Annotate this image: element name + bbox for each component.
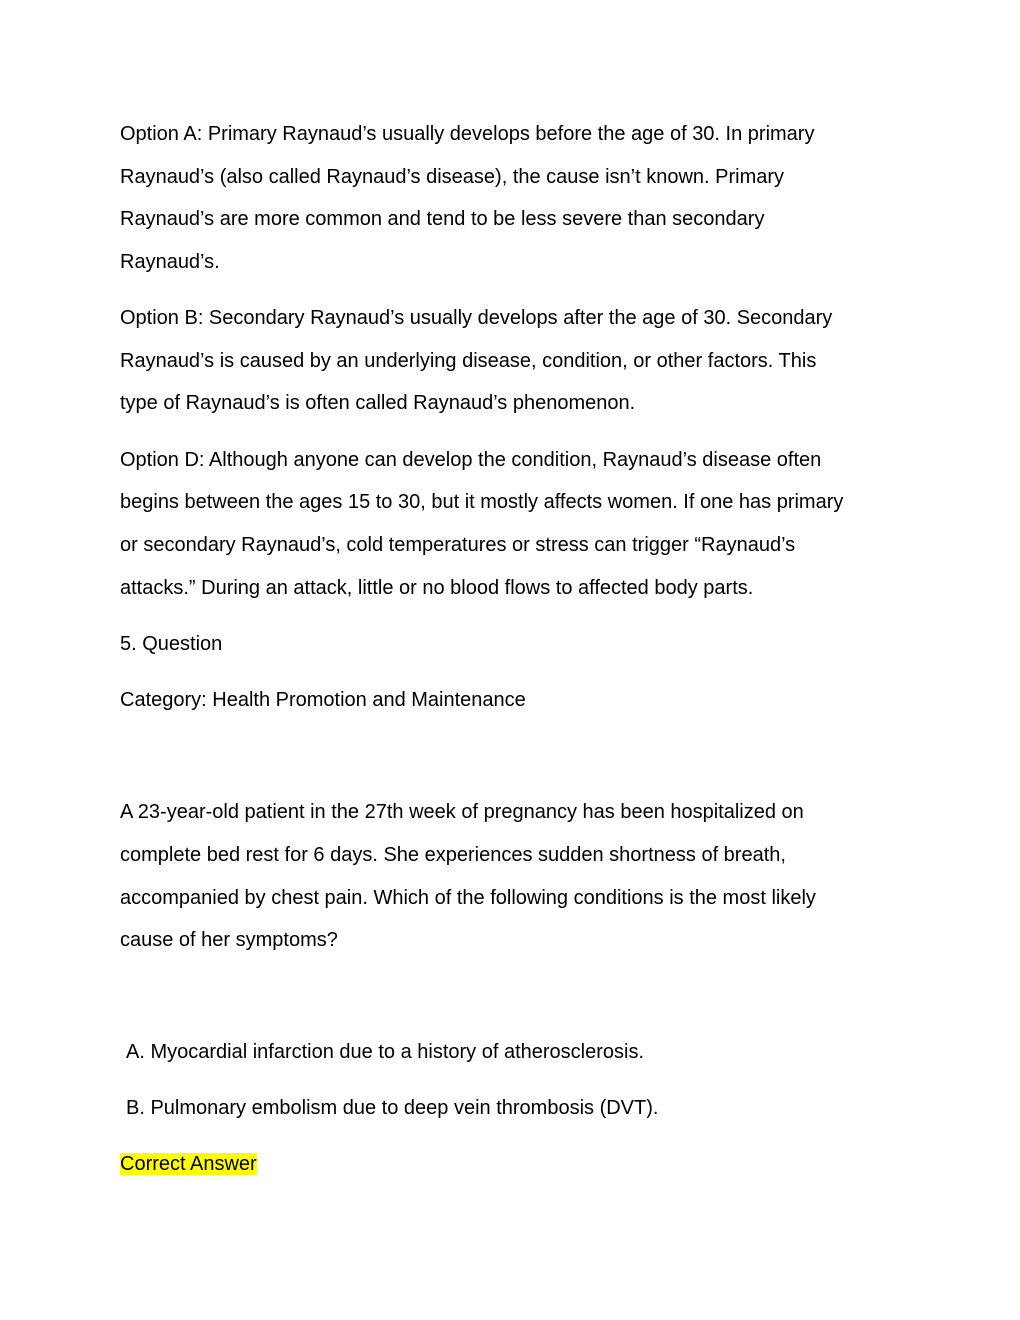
question-heading: 5. Question — [120, 633, 223, 655]
correct-answer-label — [120, 1151, 257, 1177]
question-text-line-4: cause of her symptoms? — [120, 929, 338, 951]
option-d-line-3: or secondary Raynaud’s, cold temperatures or stress can trigger “Raynaud’s — [120, 534, 796, 556]
option-d-line-4: attacks.” During an attack, little or no blood flows to affected body parts. — [120, 577, 754, 599]
option-b-line-1: Option B: Secondary Raynaud’s usually develops after the age of 30. Secondary — [120, 307, 833, 329]
correct-answer-highlight: Correct Answer — [120, 1153, 257, 1175]
option-a-line-1: Option A: Primary Raynaud’s usually develops before the age of 30. In primary — [120, 123, 815, 145]
option-a-line-2: Raynaud’s (also called Raynaud’s disease), the cause isn’t known. Primary — [120, 166, 785, 188]
option-d-line-2: begins between the ages 15 to 30, but it mostly affects women. If one has primary — [120, 491, 844, 513]
question-text-line-1: A 23-year-old patient in the 27th week of pregnancy has been hospitalized on — [120, 801, 804, 823]
option-a-line-3: Raynaud’s are more common and tend to be less severe than secondary — [120, 208, 765, 230]
question-text-line-3: accompanied by chest pain. Which of the following conditions is the most likely — [120, 887, 816, 909]
option-b-line-3: type of Raynaud’s is often called Raynaud’s phenomenon. — [120, 392, 636, 414]
question-text-line-2: complete bed rest for 6 days. She experiences sudden shortness of breath, — [120, 844, 786, 866]
answer-choice-b: B. Pulmonary embolism due to deep vein thrombosis (DVT). — [126, 1097, 659, 1119]
answer-choice-a: A. Myocardial infarction due to a history of atherosclerosis. — [126, 1041, 645, 1063]
option-d-line-1: Option D: Although anyone can develop the condition, Raynaud’s disease often — [120, 449, 822, 471]
question-category: Category: Health Promotion and Maintenance — [120, 689, 526, 711]
option-a-line-4: Raynaud’s. — [120, 251, 220, 273]
option-b-line-2: Raynaud’s is caused by an underlying disease, condition, or other factors. This — [120, 350, 817, 372]
